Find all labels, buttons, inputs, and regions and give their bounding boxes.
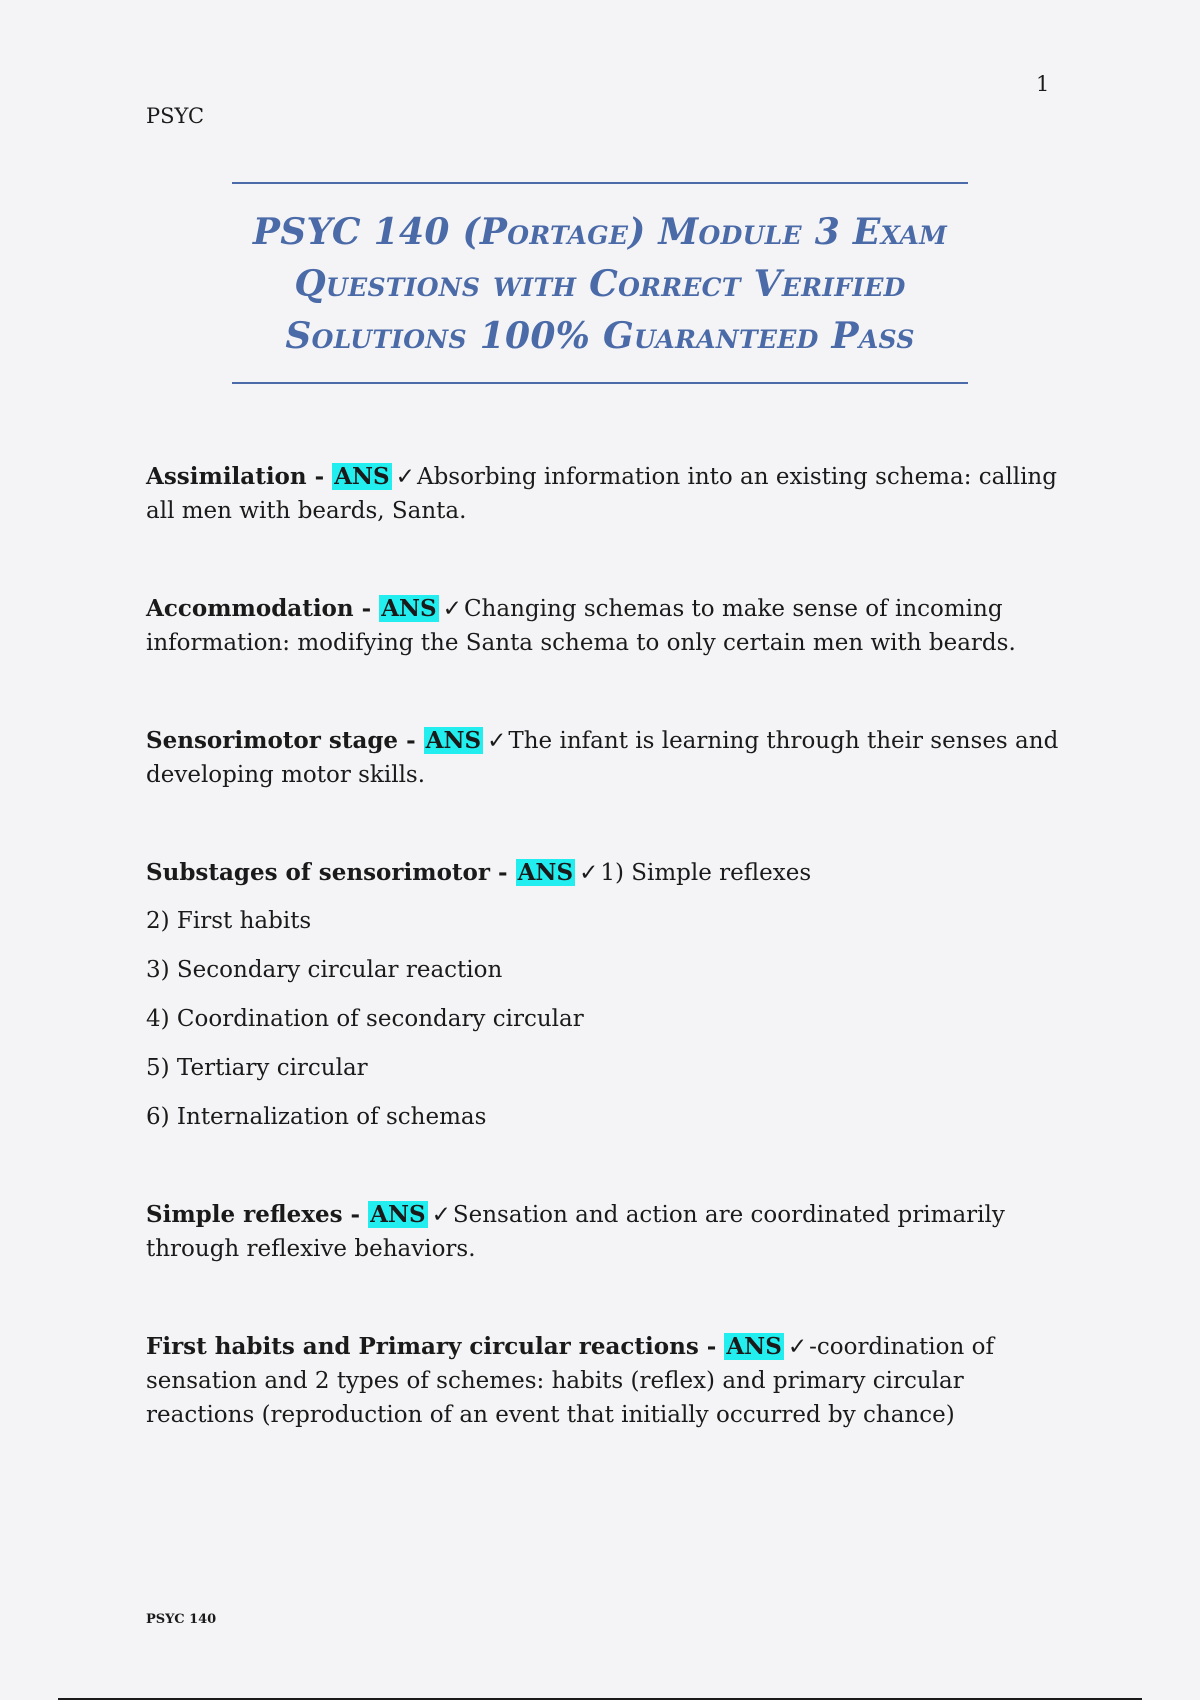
ans-label: ANS: [726, 1333, 782, 1360]
ans-label: ANS: [370, 1201, 426, 1228]
list-item: 2) First habits: [146, 908, 312, 934]
check-icon: ✓: [487, 728, 507, 754]
check-icon: ✓: [431, 1202, 451, 1228]
check-icon: ✓: [395, 464, 415, 490]
ans-label: ANS: [517, 859, 574, 886]
definition: The infant is learning through their senses and developing motor skills.: [146, 728, 1059, 788]
qa-entry-assimilation: [146, 460, 1066, 528]
page-number: 1: [1036, 72, 1050, 96]
ans-label: ANS: [381, 595, 437, 622]
qa-entry-accommodation: [146, 592, 1066, 660]
qa-entry-substages: [146, 856, 1066, 1134]
term: Accommodation: [146, 595, 354, 622]
title-line-1: PSYC 140 (Portage) Module 3 Exam: [252, 211, 948, 253]
document-title: [232, 182, 968, 384]
list-item: 4) Coordination of secondary circular: [146, 1006, 584, 1032]
separator: -: [342, 1201, 369, 1228]
separator: -: [306, 463, 333, 490]
title-line-2: Questions with Correct Verified: [294, 263, 906, 305]
term: Simple reflexes: [146, 1201, 343, 1228]
list-item: 6) Internalization of schemas: [146, 1104, 487, 1130]
qa-list: [146, 460, 1066, 1496]
definition: Sensation and action are coordinated primarily through reflexive behaviors.: [146, 1202, 1005, 1262]
header-label: PSYC: [146, 104, 205, 128]
ans-label: ANS: [334, 463, 390, 490]
qa-entry-sensorimotor-stage: [146, 724, 1066, 792]
check-icon: ✓: [579, 860, 599, 886]
list-item: 3) Secondary circular reaction: [146, 957, 503, 983]
substage-list: [146, 904, 1066, 1134]
check-icon: ✓: [787, 1334, 808, 1360]
separator: -: [353, 595, 380, 622]
definition: -coordination of sensation and 2 types of schemes: habits (reflex) and primary circular reactions (reproduction of an event that initially occurred by chance): [146, 1334, 994, 1428]
definition: 1) Simple reflexes: [600, 860, 812, 886]
definition: Changing schemas to make sense of incoming information: modifying the Santa schema to only certain men with beards.: [146, 596, 1016, 656]
term: Sensorimotor stage: [146, 727, 399, 754]
separator: -: [398, 727, 424, 754]
term: First habits and Primary circular reactions: [146, 1333, 699, 1360]
term: Substages of sensorimotor: [146, 859, 491, 886]
ans-label: ANS: [425, 727, 482, 754]
qa-entry-simple-reflexes: [146, 1198, 1066, 1266]
title-line-3: Solutions 100% Guaranteed Pass: [285, 315, 915, 357]
footer-label: PSYC 140: [146, 1612, 217, 1627]
list-item: 5) Tertiary circular: [146, 1055, 368, 1081]
separator: -: [698, 1333, 725, 1360]
term: Assimilation: [146, 463, 307, 490]
qa-entry-first-habits: [146, 1330, 1066, 1432]
check-icon: ✓: [442, 596, 462, 622]
definition: Absorbing information into an existing schema: calling all men with beards, Santa.: [146, 464, 1057, 524]
separator: -: [490, 859, 516, 886]
